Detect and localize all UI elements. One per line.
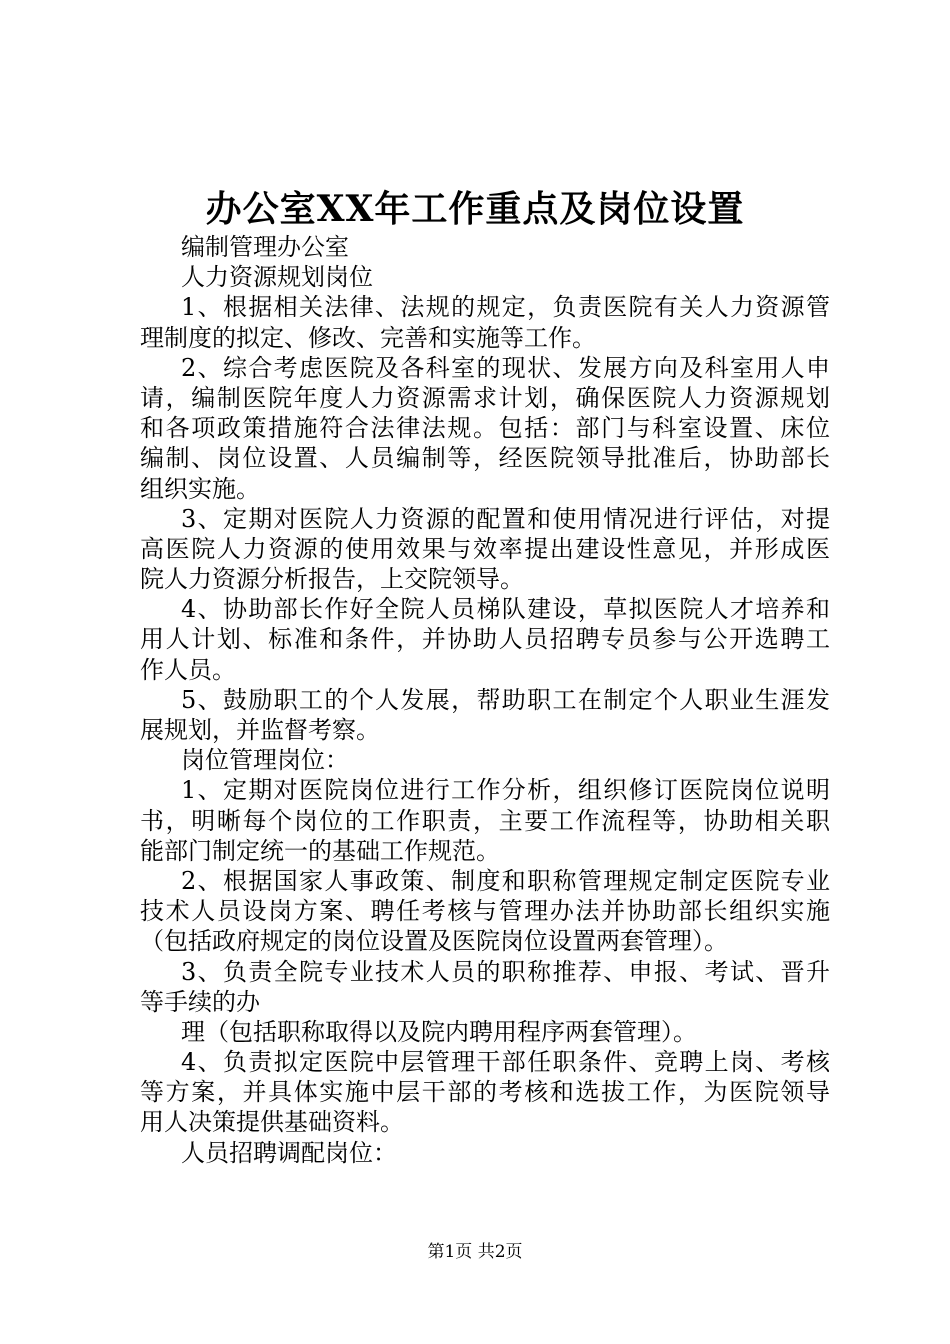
paragraph-line: 院人力资源分析报告，上交院领导。 [140, 565, 524, 594]
paragraph-line: 5、鼓励职工的个人发展，帮助职工在制定个人职业生涯发 [181, 685, 830, 714]
paragraph-line: 等方案，并具体实施中层干部的考核和选拔工作，为医院领导 [140, 1078, 830, 1107]
paragraph-line: 4、协助部长作好全院人员梯队建设，草拟医院人才培养和 [181, 595, 830, 624]
paragraph-line: 用人决策提供基础资料。 [140, 1108, 404, 1137]
section-heading: 编制管理办公室 [181, 233, 349, 261]
paragraph-line: 用人计划、标准和条件，并协助人员招聘专员参与公开选聘工 [140, 625, 830, 654]
paragraph-line: 请，编制医院年度人力资源需求计划，确保医院人力资源规划 [140, 383, 830, 412]
paragraph-line: 1、根据相关法律、法规的规定，负责医院有关人力资源管 [181, 293, 830, 322]
paragraph-line: 理（包括职称取得以及院内聘用程序两套管理）。 [181, 1017, 697, 1046]
paragraph-line: 书，明晰每个岗位的工作职责，主要工作流程等，协助相关职 [140, 806, 830, 835]
paragraph-line: 作人员。 [140, 655, 236, 684]
paragraph-line: 3、定期对医院人力资源的配置和使用情况进行评估，对提 [181, 504, 830, 533]
paragraph-line: 3、负责全院专业技术人员的职称推荐、申报、考试、晋升 [181, 957, 830, 986]
paragraph-line: 2、综合考虑医院及各科室的现状、发展方向及科室用人申 [181, 353, 830, 382]
document-title: 办公室XX年工作重点及岗位设置 [205, 188, 745, 230]
paragraph-line: 2、根据国家人事政策、制度和职称管理规定制定医院专业 [181, 866, 830, 895]
paragraph-line: （包括政府规定的岗位设置及医院岗位设置两套管理）。 [140, 927, 728, 956]
paragraph-line: 1、定期对医院岗位进行工作分析，组织修订医院岗位说明 [181, 776, 830, 805]
paragraph-line: 组织实施。 [140, 474, 260, 503]
subsection-heading: 岗位管理岗位： [181, 746, 349, 775]
paragraph-line: 编制、岗位设置、人员编制等，经医院领导批准后，协助部长 [140, 444, 830, 473]
paragraph-line: 理制度的拟定、修改、完善和实施等工作。 [140, 323, 596, 352]
subsection-heading: 人员招聘调配岗位： [181, 1138, 397, 1167]
paragraph-line: 高医院人力资源的使用效果与效率提出建设性意见，并形成医 [140, 534, 830, 563]
paragraph-line: 和各项政策措施符合法律法规。包括：部门与科室设置、床位 [140, 414, 830, 443]
document-body [140, 232, 830, 1168]
paragraph-line: 展规划，并监督考察。 [140, 716, 380, 744]
paragraph-line: 技术人员设岗方案、聘任考核与管理办法并协助部长组织实施 [140, 897, 830, 926]
paragraph-line: 能部门制定统一的基础工作规范。 [140, 836, 500, 865]
subsection-heading: 人力资源规划岗位 [181, 263, 373, 292]
paragraph-line: 4、负责拟定医院中层管理干部任职条件、竞聘上岗、考核 [181, 1048, 830, 1077]
page-number-footer: 第1页 共2页 [427, 1242, 523, 1262]
paragraph-line: 等手续的办 [140, 987, 260, 1016]
